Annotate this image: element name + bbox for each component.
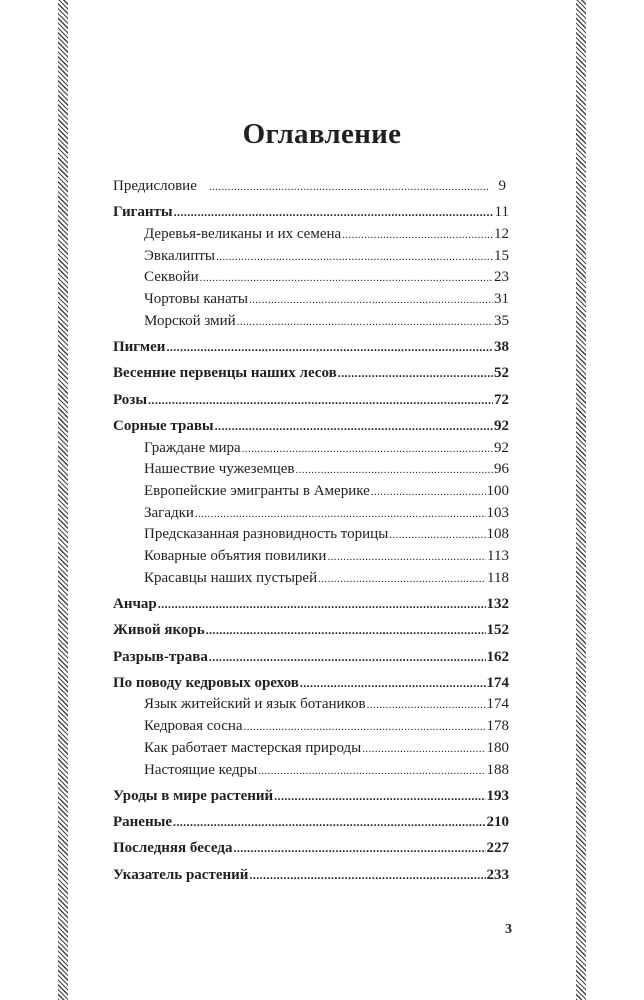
dot-leader	[209, 647, 486, 669]
toc-entry-page: 113	[487, 547, 509, 564]
toc-section[interactable]	[113, 311, 509, 333]
toc-entry-label: Пигмеи	[113, 339, 166, 355]
toc-chapter[interactable]	[113, 337, 509, 359]
toc-entry-page: 233	[486, 866, 509, 883]
toc-section[interactable]	[113, 503, 509, 525]
toc-chapter[interactable]	[113, 647, 509, 669]
dot-leader	[233, 838, 485, 860]
toc-entry-page: 23	[494, 269, 509, 286]
toc-section[interactable]	[113, 224, 509, 246]
toc-entry-label: Весенние первенцы наших лесов	[113, 365, 337, 382]
toc-entry-label: Раненые	[113, 814, 172, 831]
dot-leader	[148, 390, 493, 412]
dot-leader	[158, 594, 486, 616]
dot-leader	[195, 504, 486, 526]
toc-chapter[interactable]	[113, 865, 509, 887]
toc-chapter[interactable]	[113, 838, 509, 860]
dot-leader	[274, 786, 485, 808]
page-title: Оглавление	[242, 118, 402, 150]
toc-entry-page: 174	[486, 674, 509, 691]
toc-entry-label: Уроды в мире растений	[113, 787, 274, 804]
dot-leader	[300, 673, 486, 695]
toc-section[interactable]	[113, 438, 509, 460]
dot-leader	[249, 290, 493, 312]
toc-section[interactable]	[113, 760, 509, 782]
toc-entry-page: 132	[486, 595, 509, 612]
toc-entry-label: Предисловие	[113, 178, 197, 194]
toc-entry-label: Деревья-великаны и их семена	[144, 225, 342, 242]
toc-chapter[interactable]	[113, 786, 509, 808]
toc-section[interactable]	[113, 481, 509, 503]
toc-entry-page: 174	[486, 696, 509, 713]
dot-leader	[216, 247, 493, 269]
toc-entry-page: 31	[494, 291, 509, 308]
page-number: 3	[505, 922, 512, 937]
table-of-contents	[113, 176, 509, 886]
toc-section[interactable]	[113, 568, 509, 590]
dot-leader	[318, 569, 486, 591]
toc-entry-label: Живой якорь	[113, 622, 205, 639]
dot-leader	[209, 177, 489, 199]
toc-section[interactable]	[113, 546, 509, 568]
toc-entry-label: Секвойи	[144, 269, 199, 286]
toc-entry-page: 188	[486, 761, 509, 778]
toc-entry-page: 152	[486, 622, 509, 639]
toc-entry-page: 11	[494, 204, 509, 221]
toc-entry-page: 92	[494, 439, 509, 456]
dot-leader	[215, 416, 493, 438]
dot-leader	[249, 865, 485, 887]
dot-leader	[367, 695, 486, 717]
toc-entry-preface[interactable]	[113, 176, 509, 198]
toc-entry-label: Гиганты	[113, 204, 173, 221]
toc-chapter[interactable]	[113, 202, 509, 224]
toc-entry-label: Предсказанная разновидность торицы	[144, 526, 389, 543]
toc-entry-page: 15	[494, 247, 509, 264]
dot-leader	[362, 739, 485, 761]
toc-entry-page: 38	[494, 339, 509, 355]
toc-chapter[interactable]	[113, 620, 509, 642]
toc-entry-page: 96	[494, 461, 509, 478]
toc-entry-label: Красавцы наших пустырей	[144, 569, 318, 586]
dot-leader	[242, 439, 493, 461]
toc-entry-label: Последняя беседа	[113, 840, 233, 857]
toc-entry-label: Розы	[113, 391, 148, 408]
toc-entry-page: 52	[494, 365, 509, 382]
dot-leader	[173, 812, 486, 834]
toc-entry-label: Коварные объятия повилики	[144, 547, 327, 564]
toc-chapter[interactable]	[113, 673, 509, 695]
toc-entry-label: Чортовы канаты	[144, 291, 248, 308]
toc-chapter[interactable]	[113, 594, 509, 616]
toc-entry-label: Кедровая сосна	[144, 718, 243, 735]
dot-leader	[200, 268, 493, 290]
toc-entry-label: Настоящие кедры	[144, 761, 258, 778]
toc-entry-page: 35	[494, 312, 509, 329]
dot-leader	[342, 225, 493, 247]
toc-chapter[interactable]	[113, 416, 509, 438]
dot-leader	[338, 363, 493, 385]
dot-leader	[166, 337, 493, 359]
toc-section[interactable]	[113, 738, 509, 760]
toc-entry-label: Сорные травы	[113, 417, 214, 434]
toc-entry-label: Язык житейский и язык ботаников	[144, 696, 366, 713]
dot-leader	[174, 202, 494, 224]
toc-entry-page: 180	[486, 739, 509, 756]
toc-chapter[interactable]	[113, 390, 509, 412]
toc-entry-page: 227	[486, 840, 509, 857]
toc-section[interactable]	[113, 267, 509, 289]
toc-entry-label: Загадки	[144, 504, 194, 521]
toc-entry-label: Европейские эмигранты в Америке	[144, 482, 370, 499]
toc-chapter[interactable]	[113, 812, 509, 834]
toc-entry-label: Нашествие чужеземцев	[144, 461, 295, 478]
toc-entry-page: 178	[486, 718, 509, 735]
dot-leader	[237, 312, 493, 334]
dot-leader	[371, 482, 486, 504]
toc-entry-label: Анчар	[113, 595, 157, 612]
toc-entry-label: По поводу кедровых орехов	[113, 674, 299, 691]
toc-entry-page: 210	[486, 814, 509, 831]
dot-leader	[206, 620, 486, 642]
toc-entry-page: 118	[487, 569, 509, 586]
dot-leader	[327, 547, 486, 569]
toc-entry-label: Указатель растений	[113, 866, 249, 883]
toc-section[interactable]	[113, 289, 509, 311]
toc-entry-page: 193	[486, 787, 509, 804]
dot-leader	[244, 717, 486, 739]
toc-section[interactable]	[113, 459, 509, 481]
toc-entry-page: 9	[498, 178, 506, 194]
toc-section[interactable]	[113, 716, 509, 738]
toc-entry-label: Морской змий	[144, 312, 236, 329]
toc-section[interactable]	[113, 524, 509, 546]
dot-leader	[296, 460, 494, 482]
toc-entry-label: Граждане мира	[144, 439, 241, 456]
dot-leader	[389, 525, 485, 547]
toc-chapter[interactable]	[113, 363, 509, 385]
toc-entry-page: 92	[494, 417, 509, 434]
toc-entry-label: Разрыв-трава	[113, 648, 208, 665]
dot-leader	[258, 761, 485, 783]
toc-section[interactable]	[113, 246, 509, 268]
toc-entry-label: Эвкалипты	[144, 247, 216, 264]
toc-entry-page: 108	[486, 526, 509, 543]
toc-entry-page: 162	[486, 648, 509, 665]
toc-entry-page: 103	[486, 504, 509, 521]
toc-section[interactable]	[113, 694, 509, 716]
toc-entry-page: 12	[494, 225, 509, 242]
toc-entry-page: 72	[494, 391, 509, 408]
toc-entry-page: 100	[486, 482, 509, 499]
toc-entry-label: Как работает мастерская природы	[144, 739, 362, 756]
